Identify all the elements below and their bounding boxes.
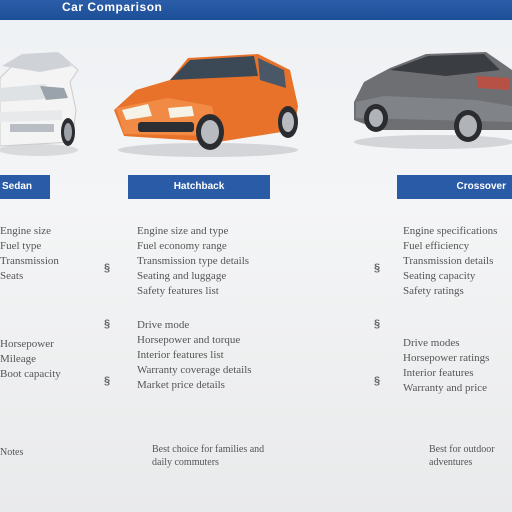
spec-item: Interior features list bbox=[137, 349, 224, 361]
bullet-icon: § bbox=[374, 375, 381, 387]
car-image-white bbox=[0, 40, 82, 158]
spec-item: Engine size bbox=[0, 225, 52, 237]
spec-item: Warranty and price bbox=[403, 382, 488, 394]
column-header-sedan: Sedan bbox=[0, 175, 50, 199]
spec-item: Safety ratings bbox=[403, 285, 464, 297]
spec-list-hatchback-group1 bbox=[137, 224, 352, 299]
bullet-icon: § bbox=[104, 318, 111, 330]
spec-item: Warranty coverage details bbox=[137, 364, 252, 376]
spec-item: Horsepower and torque bbox=[137, 334, 241, 346]
spec-item: Mileage bbox=[0, 353, 37, 365]
spec-list-crossover-group2 bbox=[403, 336, 512, 396]
page-banner bbox=[0, 0, 512, 20]
spec-list-crossover-group1 bbox=[403, 224, 512, 299]
spec-item: Drive mode bbox=[137, 319, 190, 331]
spec-item: Seating capacity bbox=[403, 270, 476, 282]
bullet-icon: § bbox=[104, 262, 111, 274]
spec-item: Horsepower ratings bbox=[403, 352, 490, 364]
spec-item: Transmission details bbox=[403, 255, 494, 267]
spec-item: Fuel economy range bbox=[137, 240, 227, 252]
spec-item: Engine size and type bbox=[137, 225, 229, 237]
spec-item: Safety features list bbox=[137, 285, 219, 297]
spec-item: Fuel efficiency bbox=[403, 240, 470, 252]
spec-item: Boot capacity bbox=[0, 368, 61, 380]
spec-item: Engine specifications bbox=[403, 225, 498, 237]
spec-item: Interior features bbox=[403, 367, 474, 379]
footer-note-hatchback: Best choice for families and daily commuters bbox=[152, 444, 265, 468]
bullet-icon: § bbox=[104, 375, 111, 387]
spec-item: Seats bbox=[0, 270, 24, 282]
spec-item: Transmission bbox=[0, 255, 59, 267]
column-header-hatchback: Hatchback bbox=[128, 175, 270, 199]
column-header-crossover: Crossover bbox=[397, 175, 512, 199]
spec-item: Drive modes bbox=[403, 337, 460, 349]
spec-item: Seating and luggage bbox=[137, 270, 227, 282]
spec-list-sedan-group1 bbox=[0, 224, 92, 284]
spec-item: Horsepower bbox=[0, 338, 54, 350]
banner-title: Car Comparison bbox=[62, 0, 163, 14]
footer-note-sedan: Notes bbox=[0, 447, 24, 458]
footer-note-crossover: Best for outdoor adventures bbox=[429, 444, 495, 468]
bullet-icon: § bbox=[374, 318, 381, 330]
spec-list-hatchback-group2 bbox=[137, 318, 352, 393]
spec-list-sedan-group2 bbox=[0, 337, 92, 382]
bullet-icon: § bbox=[374, 262, 381, 274]
car-image-orange bbox=[108, 50, 302, 160]
spec-item: Fuel type bbox=[0, 240, 42, 252]
spec-item: Transmission type details bbox=[137, 255, 250, 267]
spec-item: Market price details bbox=[137, 379, 225, 391]
car-image-grey bbox=[350, 46, 512, 152]
